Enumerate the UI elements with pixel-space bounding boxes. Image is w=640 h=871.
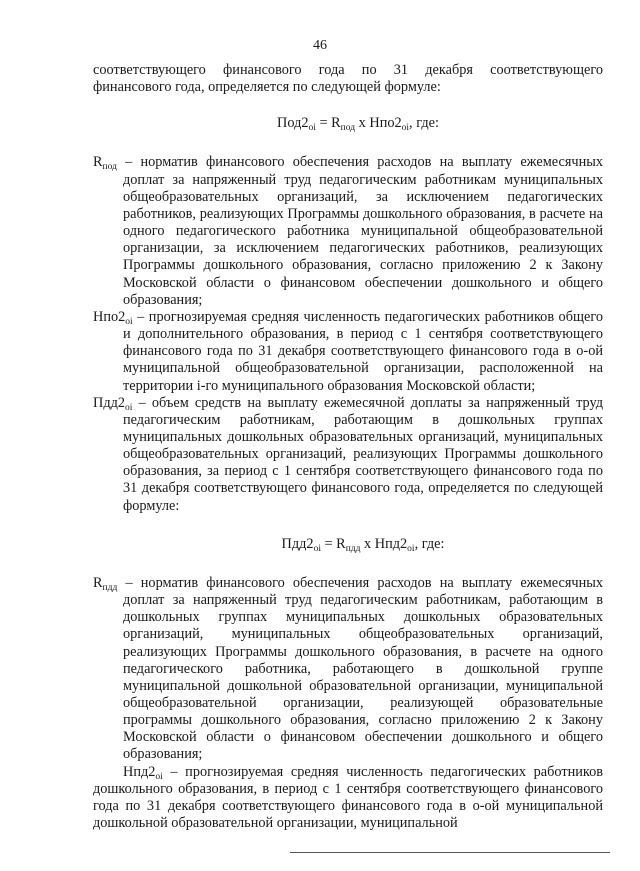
paragraph-intro: соответствующего финансового года по 31 декабря соответствующего финансового года, определяется по следующей формуле: <box>93 62 603 96</box>
page-number: 46 <box>313 38 327 53</box>
definition-r-pod: $R_{под}$ – норматив финансового обеспечения расходов на выплату ежемесячных доплат за напряженный труд педагогическим работникам муниципальных общеобразовательных организаций, за исключением педагогических работников, реализующих Программы дошкольного образования, в расчете на одного педагогического работника муниципальной общеобразовательной организации, за исключением педагогических работников, реализующих Программы дошкольного образования, согласно приложению 2 к Закону Московской области о финансовом обеспечении дошкольного и общего образования; <box>93 154 603 308</box>
document-body <box>93 62 603 832</box>
definition-r-pdd: $R_{пдд}$ – норматив финансового обеспечения расходов на выплату ежемесячных доплат за напряженный труд педагогическим работникам, работающим в дошкольных группах муниципальных дошкольных образовательных организаций, муниципальных общеобразовательных организаций, реализующих Программы дошкольного образования, в расчете на одного педагогического работника, работающего в дошкольной группе муниципальной дошкольной образовательной организации, муниципальной общеобразовательной организации, реализующей образовательные программы дошкольного образования, согласно приложению 2 к Закону Московской области о финансовом обеспечении дошкольного и общего образования; <box>93 574 603 763</box>
formula-pdd2: $Пдд2_{oi} = R_{пдд}$ х $Нпд2_{oi}$, где: <box>281 535 445 554</box>
footer-divider <box>290 852 610 853</box>
definition-pdd2: $Пдд2_{oi}$ – объем средств на выплату ежемесячной доплаты за напряженный труд педагогическим работникам, работающим в дошкольных группах муниципальных дошкольных образовательных организаций, муниципальных общеобразовательных организаций, реализующих Программы дошкольного образования, за период с 1 сентября соответствующего финансового года по 31 декабря соответствующего финансового года, определяется по следующей формуле: <box>93 394 603 514</box>
definition-npd2: $Нпд2_{oi}$ – прогнозируемая средняя численность педагогических работников дошкольного образования, в период с 1 сентября соответствующего финансового года по 31 декабря соответствующего финансового года в о-ой муниципальной дошкольной образовательной организации, муниципальной <box>93 763 603 832</box>
definition-npo2: $Нпо2_{oi}$ – прогнозируемая средняя численность педагогических работников общего и дополнительного образования, в период с 1 сентября соответствующего финансового года по 31 декабря соответствующего финансового года в о-ой муниципальной общеобразовательной организации, расположенной на территории i-го муниципального образования Московской области; <box>93 308 603 394</box>
formula-pod2: $Под2_{oi} = R_{под}$ х $Нпо2_{oi}$, где: <box>277 115 439 134</box>
